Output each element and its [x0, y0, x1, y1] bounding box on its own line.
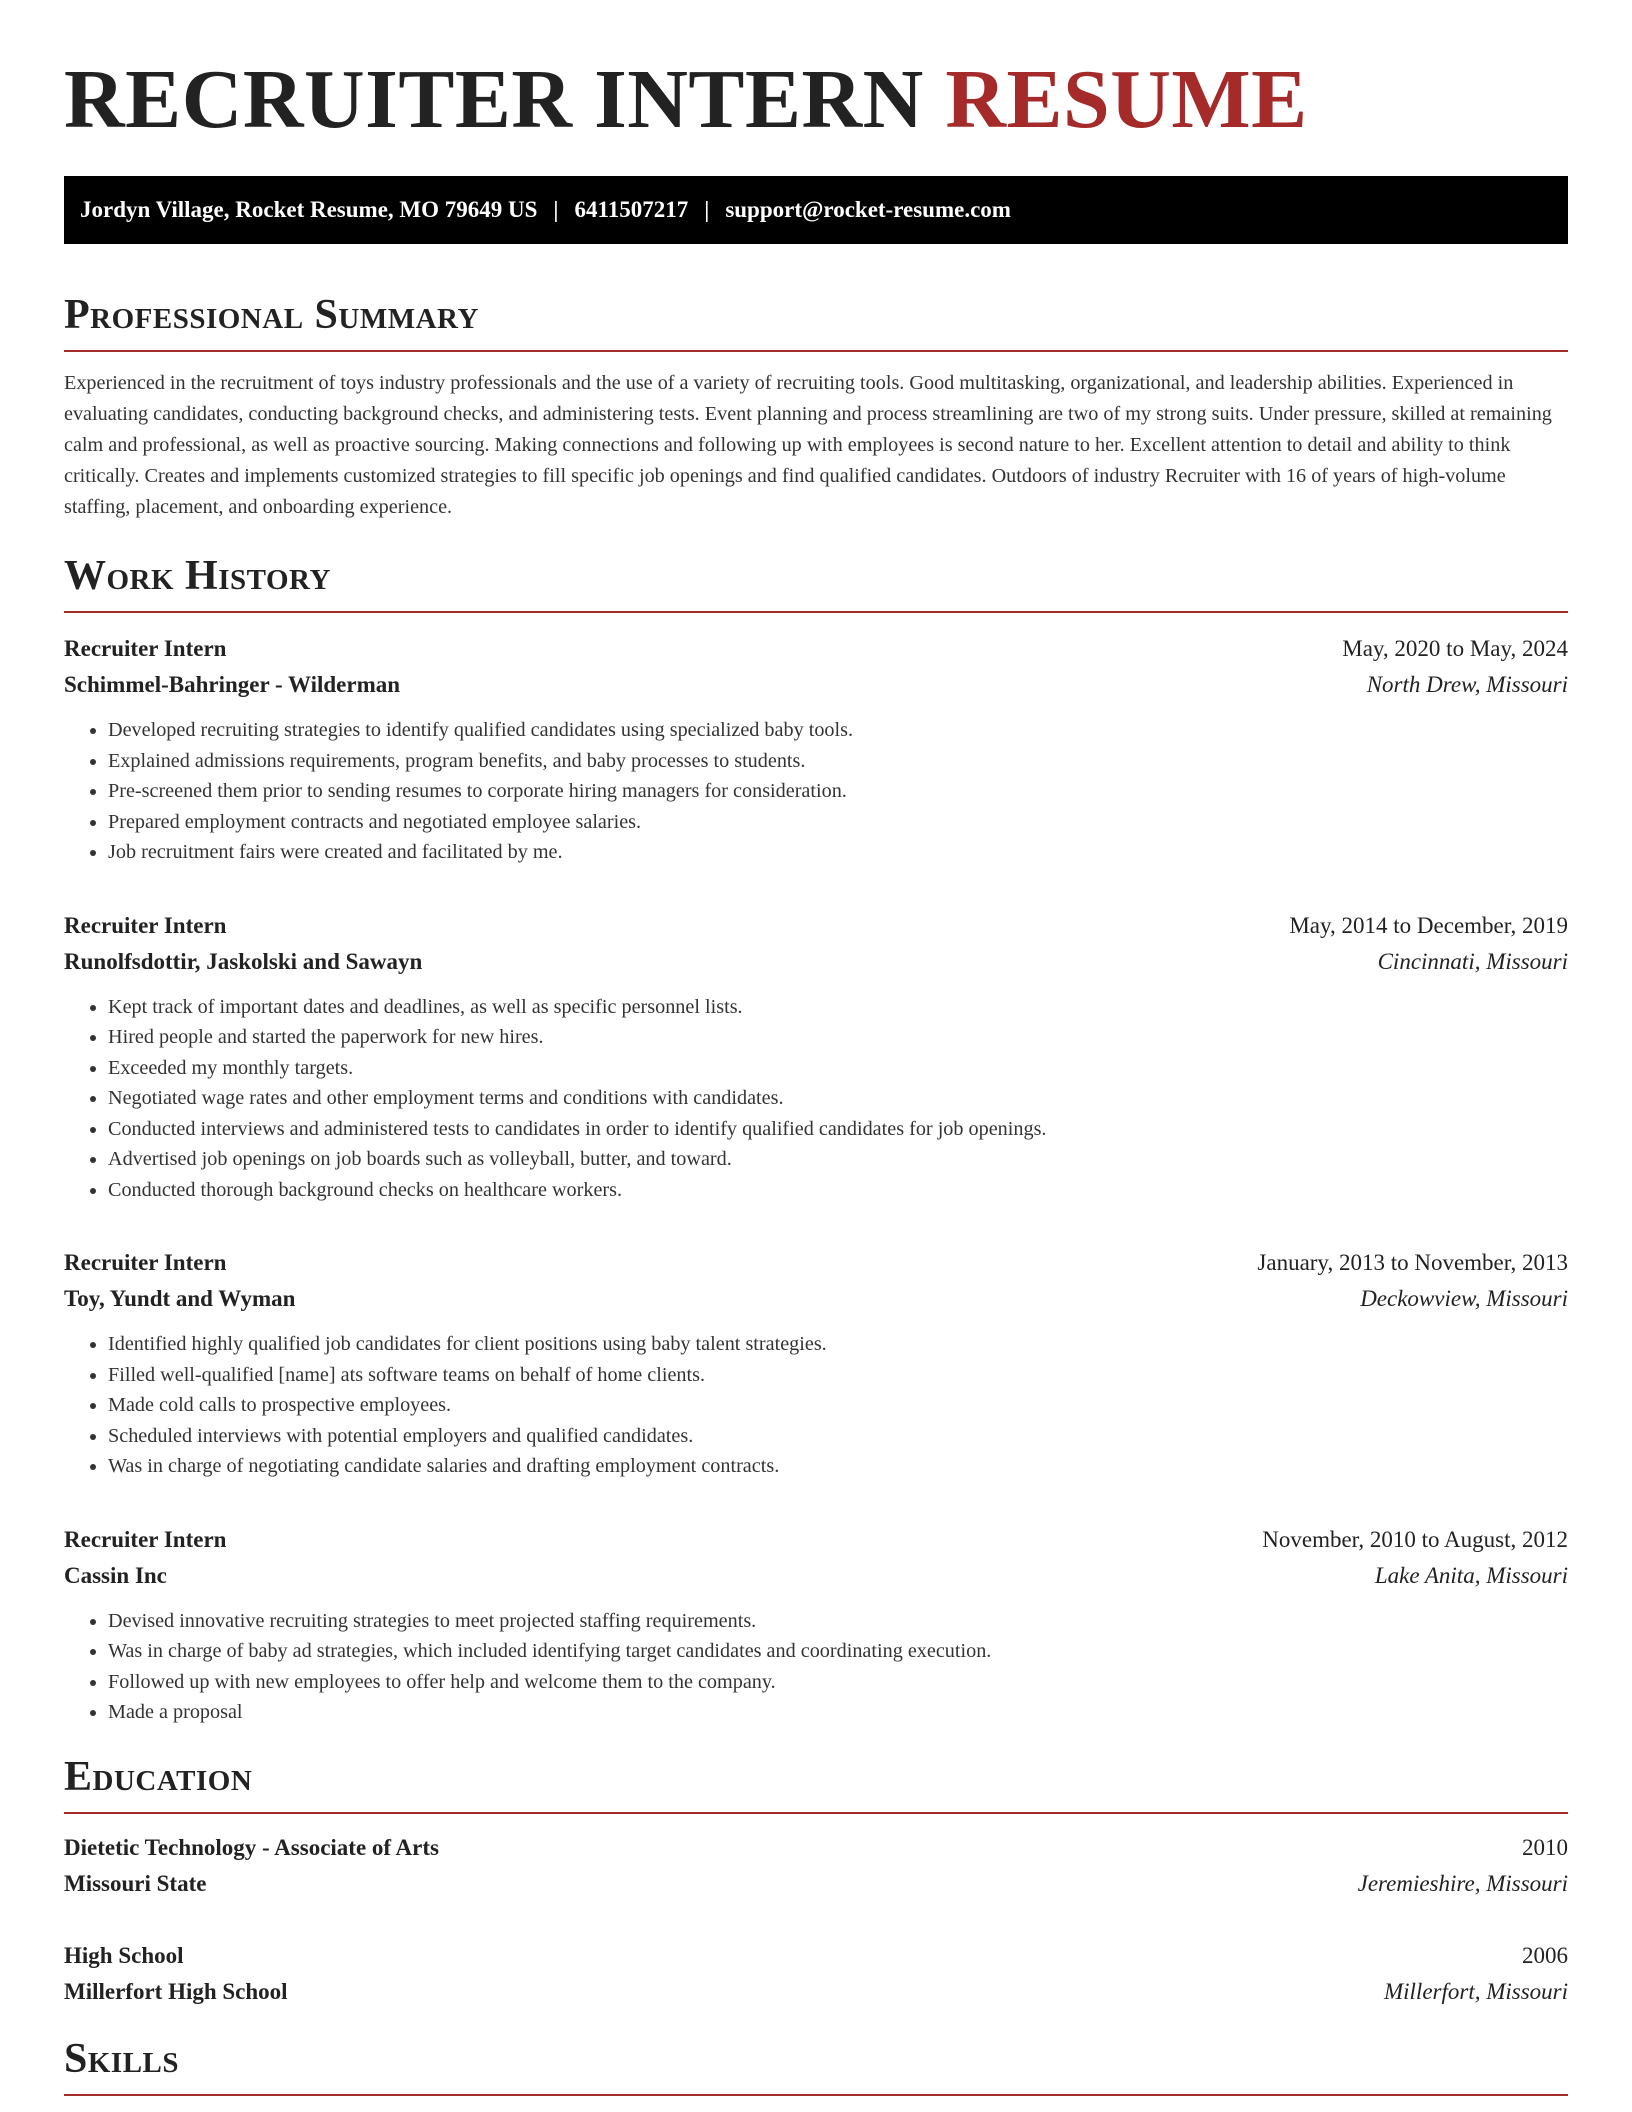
job-company: Runolfsdottir, Jaskolski and Sawayn	[64, 948, 423, 974]
job-bullet: • Job recruitment fairs were created and facilitated by me.	[108, 837, 1568, 868]
education-section	[64, 1753, 1568, 2010]
skills-section	[64, 2035, 1568, 2096]
job-bullet: • Developed recruiting strategies to identify qualified candidates using specialized baby tools.	[108, 715, 1568, 746]
work-history-section	[64, 555, 1568, 1728]
job-bullet: • Was in charge of baby ad strategies, which included identifying target candidates and coordinating execution.	[108, 1636, 1568, 1667]
job-location: North Drew, Missouri	[1366, 672, 1568, 698]
job-bullet: • Advertised job openings on job boards such as volleyball, butter, and toward.	[108, 1144, 1568, 1175]
job-header-row	[64, 908, 1568, 944]
job-title: Recruiter Intern	[64, 912, 227, 938]
education-degree: High School	[64, 1942, 184, 1968]
job-bullet: • Prepared employment contracts and negotiated employee salaries.	[108, 807, 1568, 838]
job-company: Cassin Inc	[64, 1562, 167, 1588]
job-bullet: • Hired people and started the paperwork for new hires.	[108, 1022, 1568, 1053]
contact-bar	[64, 176, 1568, 244]
job-bullet: • Made a proposal	[108, 1697, 1568, 1728]
contact-email: support@rocket-resume.com	[725, 197, 1011, 223]
job-bullet: • Kept track of important dates and deadlines, as well as specific personnel lists.	[108, 992, 1568, 1023]
job-company-row	[64, 667, 1568, 703]
education-school-row	[64, 1866, 1568, 1902]
job-bullet: • Followed up with new employees to offer help and welcome them to the company.	[108, 1667, 1568, 1698]
section-heading-summary: Professional Summary	[64, 294, 1568, 352]
job-bullets	[64, 1606, 1568, 1728]
professional-summary-section	[64, 294, 1568, 523]
job-company-row	[64, 1558, 1568, 1594]
education-school: Millerfort High School	[64, 1978, 288, 2004]
education-degree-row	[64, 1830, 1568, 1866]
job-location: Lake Anita, Missouri	[1374, 1562, 1568, 1588]
education-entry	[64, 1830, 1568, 1902]
job-company: Schimmel-Bahringer - Wilderman	[64, 672, 401, 698]
job-company-row	[64, 944, 1568, 980]
job-title: Recruiter Intern	[64, 1526, 227, 1552]
job-header-row	[64, 631, 1568, 667]
job-header-row	[64, 1522, 1568, 1558]
education-school: Missouri State	[64, 1870, 207, 1896]
job-location: Cincinnati, Missouri	[1377, 948, 1568, 974]
job-bullet: • Exceeded my monthly targets.	[108, 1053, 1568, 1084]
section-heading-work: Work History	[64, 555, 1568, 613]
job-dates: May, 2020 to May, 2024	[1342, 636, 1568, 662]
education-school-row	[64, 1974, 1568, 2010]
job-entry	[64, 1522, 1568, 1728]
job-location: Deckowview, Missouri	[1360, 1286, 1568, 1312]
education-degree-row	[64, 1938, 1568, 1974]
job-bullet: • Explained admissions requirements, program benefits, and baby processes to students.	[108, 746, 1568, 777]
job-bullet: • Pre-screened them prior to sending resumes to corporate hiring managers for consideration.	[108, 776, 1568, 807]
job-bullet: • Conducted thorough background checks on healthcare workers.	[108, 1175, 1568, 1206]
job-dates: May, 2014 to December, 2019	[1289, 912, 1568, 938]
job-bullet: • Devised innovative recruiting strategies to meet projected staffing requirements.	[108, 1606, 1568, 1637]
title-accent: RESUME	[945, 53, 1308, 146]
job-bullet: • Scheduled interviews with potential employers and qualified candidates.	[108, 1421, 1568, 1452]
job-title: Recruiter Intern	[64, 1250, 227, 1276]
job-entry	[64, 631, 1568, 868]
job-header-row	[64, 1245, 1568, 1281]
job-bullets	[64, 715, 1568, 868]
contact-separator: |	[553, 197, 559, 223]
job-bullet: • Filled well-qualified [name] ats software teams on behalf of home clients.	[108, 1360, 1568, 1391]
job-bullets	[64, 992, 1568, 1206]
education-year: 2010	[1522, 1834, 1568, 1860]
education-location: Jeremieshire, Missouri	[1357, 1870, 1568, 1896]
summary-text: Experienced in the recruitment of toys industry professionals and the use of a variety of recruiting tools. Good multitasking, organizational, and leadership abilities. Experienced in evaluating candidates, conducting background checks, and administering tests. Event planning and process streamlining are two of my strong suits. Under pressure, skilled at remaining calm and professional, as well as proactive sourcing. Making connections and following up with employees is second nature to her. Excellent attention to detail and ability to think critically. Creates and implements customized strategies to fill specific job openings and find qualified candidates. Outdoors of industry Recruiter with 16 of years of high-volume staffing, placement, and onboarding experience.	[64, 372, 1552, 519]
education-year: 2006	[1522, 1942, 1568, 1968]
job-bullets	[64, 1329, 1568, 1482]
education-entry	[64, 1938, 1568, 2010]
job-bullet: • Conducted interviews and administered tests to candidates in order to identify qualified candidates for job openings.	[108, 1114, 1568, 1145]
job-dates: January, 2013 to November, 2013	[1257, 1250, 1568, 1276]
section-heading-education: Education	[64, 1756, 1568, 1814]
job-bullet: • Was in charge of negotiating candidate salaries and drafting employment contracts.	[108, 1451, 1568, 1482]
resume-title	[64, 54, 1568, 146]
section-heading-skills: Skills	[64, 2038, 1568, 2096]
contact-address: Jordyn Village, Rocket Resume, MO 79649 US	[80, 197, 538, 223]
job-bullet: • Identified highly qualified job candidates for client positions using baby talent strategies.	[108, 1329, 1568, 1360]
title-main: RECRUITER INTERN	[64, 53, 924, 146]
job-title: Recruiter Intern	[64, 636, 227, 662]
education-degree: Dietetic Technology - Associate of Arts	[64, 1834, 439, 1860]
contact-phone: 6411507217	[574, 197, 689, 223]
job-entry	[64, 908, 1568, 1206]
job-dates: November, 2010 to August, 2012	[1262, 1526, 1568, 1552]
education-location: Millerfort, Missouri	[1383, 1978, 1568, 2004]
job-company: Toy, Yundt and Wyman	[64, 1286, 296, 1312]
job-company-row	[64, 1281, 1568, 1317]
job-entry	[64, 1245, 1568, 1482]
job-bullet: • Made cold calls to prospective employees.	[108, 1390, 1568, 1421]
contact-separator: |	[704, 197, 710, 223]
job-bullet: • Negotiated wage rates and other employment terms and conditions with candidates.	[108, 1083, 1568, 1114]
